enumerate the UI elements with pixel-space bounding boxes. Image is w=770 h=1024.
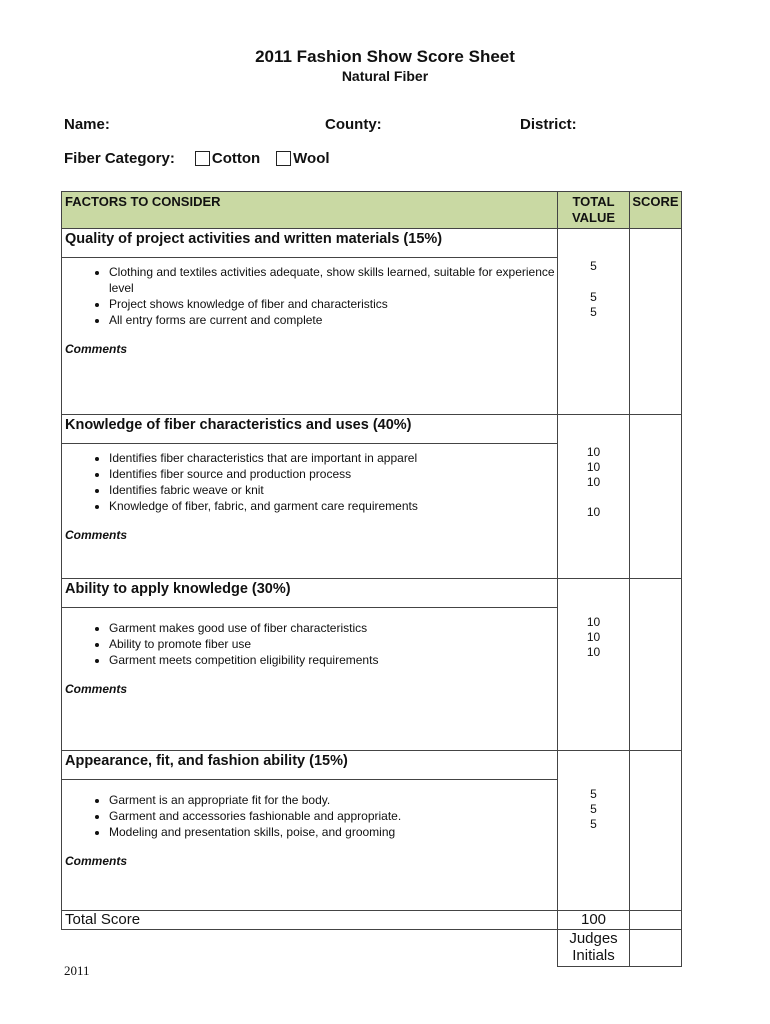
section-title: Quality of project activities and written materials (15%) [62,229,558,258]
value-cell: 5 [590,802,597,816]
section-row [62,229,682,258]
factors-header: FACTORS TO CONSIDER [62,192,558,229]
list-item: • Identifies fiber source and production process [109,466,557,482]
value-cell: 5 [590,305,597,319]
list-item: • All entry forms are current and complete [109,312,557,328]
comments-cell[interactable] [62,514,558,579]
section-row [62,415,682,444]
name-label: Name: [64,116,110,133]
list-item: • Identifies fiber characteristics that are important in apparel [109,450,557,466]
judges-initials-label: Judges Initials [558,930,630,967]
value-cell: 5 [590,290,597,304]
comments-label: Comments [65,682,128,696]
section-row [62,751,682,780]
section-title: Ability to apply knowledge (30%) [62,579,558,608]
district-label: District: [520,116,577,133]
county-label: County: [325,116,382,133]
list-item: • Ability to promote fiber use [109,636,557,652]
list-item: • Modeling and presentation skills, poise, and grooming [109,824,557,840]
page-title: 2011 Fashion Show Score Sheet [255,47,515,66]
value-cell: 10 [586,645,601,659]
value-cell: 10 [586,445,601,459]
list-item: • Project shows knowledge of fiber and characteristics [109,296,557,312]
checkbox-icon[interactable] [276,151,291,166]
list-item: • Garment makes good use of fiber characteristics [109,620,557,636]
section-items [62,780,558,841]
section-items [62,444,558,515]
comments-cell[interactable] [62,328,558,415]
comments-cell[interactable] [62,668,558,751]
value-cell: 10 [586,505,601,519]
total-score-value: 100 [558,911,630,930]
score-header: SCORE [630,192,682,229]
table-header-row [62,192,682,229]
section-items [62,258,558,329]
fiber-category-row [64,150,346,167]
section-title: Knowledge of fiber characteristics and uses (40%) [62,415,558,444]
value-cell: 10 [586,615,601,629]
comments-label: Comments [65,528,128,542]
judges-row [62,930,682,967]
fiber-category-label: Fiber Category: [64,150,175,167]
section-title: Appearance, fit, and fashion ability (15%) [62,751,558,780]
cotton-checkbox[interactable] [195,150,260,167]
score-cell[interactable] [630,751,682,911]
list-item: • Knowledge of fiber, fabric, and garment care requirements [109,498,557,514]
total-score-cell[interactable] [630,911,682,930]
section-items [62,608,558,669]
score-table [61,191,682,967]
section-values [558,751,630,911]
value-cell: 10 [586,460,601,474]
list-item: • Clothing and textiles activities adequate, show skills learned, suitable for experience level [109,264,557,296]
value-cell: 5 [590,817,597,831]
wool-checkbox[interactable] [276,150,329,167]
section-values [558,229,630,415]
footer-year: 2011 [64,963,90,978]
comments-label: Comments [65,342,128,356]
cotton-label: Cotton [211,150,261,167]
section-values [558,415,630,579]
value-cell: 5 [590,787,597,801]
list-item: • Garment meets competition eligibility requirements [109,652,557,668]
wool-label: Wool [293,150,330,167]
value-cell: 10 [586,475,601,489]
value-cell: 10 [586,630,601,644]
total-value-header: TOTAL VALUE [558,192,630,229]
score-cell[interactable] [630,579,682,751]
page-subtitle: Natural Fiber [341,68,429,84]
comments-label: Comments [65,854,128,868]
total-score-label: Total Score [62,911,558,930]
list-item: • Garment is an appropriate fit for the body. [109,792,557,808]
value-cell: 5 [590,259,597,273]
section-values [558,579,630,751]
comments-cell[interactable] [62,840,558,911]
score-cell[interactable] [630,229,682,415]
total-row [62,911,682,930]
list-item: • Garment and accessories fashionable and appropriate. [109,808,557,824]
list-item: • Identifies fabric weave or knit [109,482,557,498]
score-cell[interactable] [630,415,682,579]
section-row [62,579,682,608]
judges-initials-cell[interactable] [630,930,682,967]
checkbox-icon[interactable] [195,151,210,166]
